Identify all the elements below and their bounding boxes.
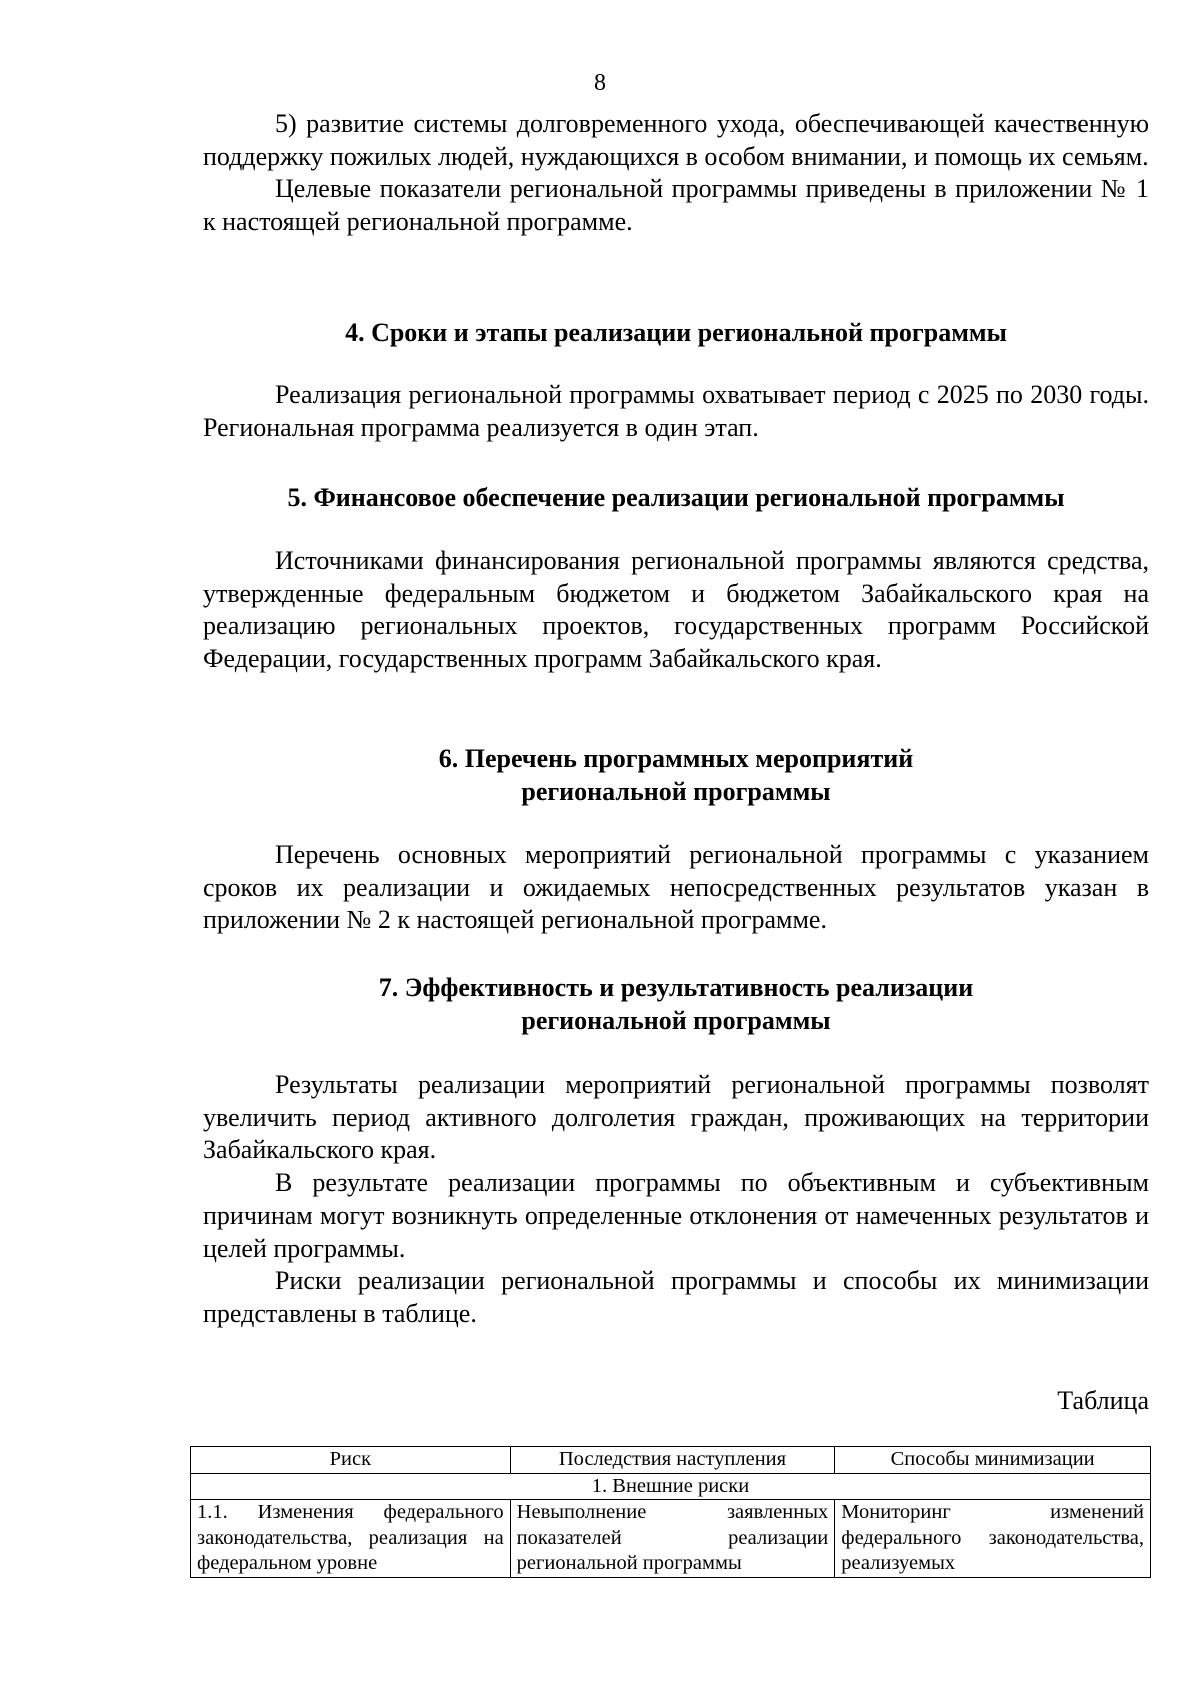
section-heading (203, 316, 1149, 349)
table-cell-mitigation: Мониторинг изменений федерального законодательства, реализуемых (835, 1500, 1151, 1578)
paragraph: 5) развитие системы долговременного ухода, обеспечивающей качественную поддержку пожилых людей, нуждающихся в особом внимании, и помощь их семьям. (203, 109, 1149, 171)
table-group-row (191, 1473, 1151, 1500)
section5-body (203, 545, 1149, 676)
table-row (191, 1500, 1151, 1578)
section-heading (203, 971, 1149, 1037)
paragraph: Реализация региональной программы охватывает период с 2025 по 2030 годы. Региональная программа реализуется в один этап. (203, 380, 1149, 442)
table-header-row (191, 1447, 1151, 1474)
table-cell-consequences: Невыполнение заявленных показателей реализации региональной программы (510, 1500, 835, 1578)
section4-body (203, 379, 1149, 444)
paragraph: Перечень основных мероприятий региональной программы с указанием сроков их реализации и ожидаемых непосредственных результатов указан в приложении № 2 к настоящей региональной программе. (203, 840, 1149, 935)
section-heading (203, 481, 1149, 514)
paragraph: Целевые показатели региональной программы приведены в приложении № 1 к настоящей региональной программе. (203, 174, 1149, 237)
heading-line: региональной программы (521, 1006, 831, 1035)
column-header-risk: Риск (191, 1447, 511, 1474)
paragraph: Результаты реализации мероприятий региональной программы позволят увеличить период активного долголетия граждан, проживающих на территории Забайкальского края. (203, 1070, 1149, 1165)
group-label: 1. Внешние риски (191, 1473, 1151, 1500)
heading-line: 5. Финансовое обеспечение реализации региональной программы (287, 483, 1065, 512)
page-number: 8 (594, 70, 606, 96)
heading-line: 4. Сроки и этапы реализации региональной программы (345, 318, 1007, 347)
heading-line: региональной программы (521, 777, 831, 806)
section7-body (203, 1069, 1149, 1331)
risk-table (190, 1446, 1151, 1578)
paragraph: Риски реализации региональной программы и способы их минимизации представлены в таблице. (203, 1266, 1149, 1328)
column-header-mitigation: Способы минимизации (835, 1447, 1151, 1474)
table-cell-risk: 1.1. Изменения федерального законодательства, реализация на федеральном уровне (191, 1500, 511, 1578)
table-caption: Таблица (1057, 1386, 1149, 1415)
heading-line: 6. Перечень программных мероприятий (438, 744, 914, 773)
section-heading (203, 742, 1149, 808)
paragraph: В результате реализации программы по объективным и субъективным причинам могут возникнуть определенные отклонения от намеченных результатов и целей программы. (203, 1168, 1149, 1263)
section6-body (203, 839, 1149, 937)
heading-line: 7. Эффективность и результативность реализации (378, 973, 974, 1002)
column-header-consequences: Последствия наступления (510, 1447, 835, 1474)
paragraph: Источниками финансирования региональной программы являются средства, утвержденные федеральным бюджетом и бюджетом Забайкальского края на реализацию региональных проектов, государственных программ Российской Федерации, государственных программ Забайкальского края. (203, 546, 1149, 674)
intro-paragraphs (203, 108, 1149, 239)
